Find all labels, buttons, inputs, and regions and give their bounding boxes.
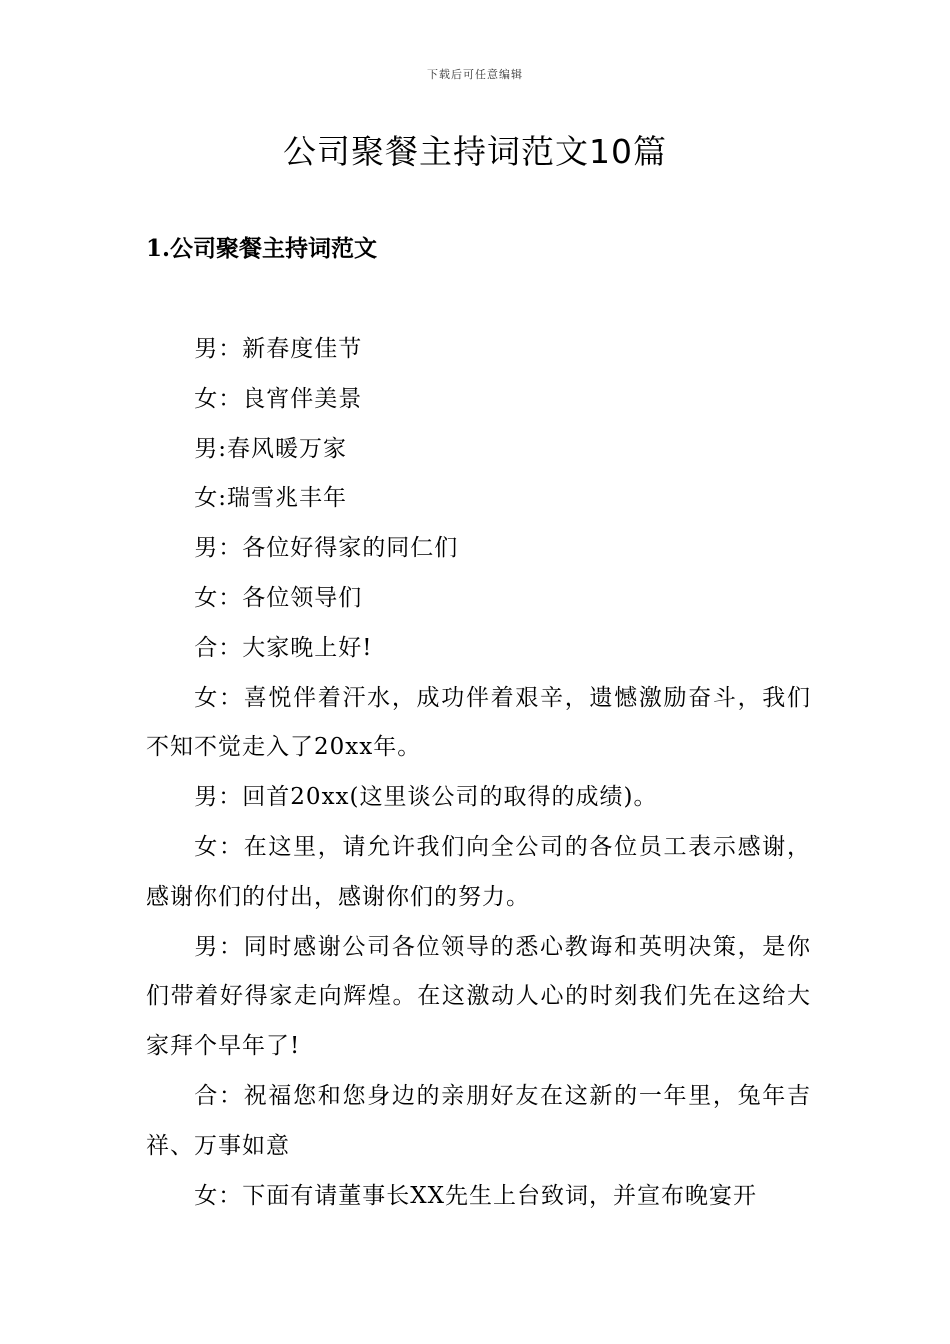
document-title: 公司聚餐主持词范文10篇 xyxy=(283,132,667,171)
paragraph: 合：大家晚上好! xyxy=(194,634,373,661)
paragraph: 女：良宵伴美景 xyxy=(194,385,363,412)
document-body xyxy=(146,325,811,1221)
paragraph: 男：新春度佳节 xyxy=(194,336,363,362)
paragraph: 男:春风暖万家 xyxy=(194,435,348,462)
paragraph: 男：同时感谢公司各位领导的悉心教诲和英明决策，是你们带着好得家走向辉煌。在这激动人心的时刻我们先在这给大家拜个早年了! xyxy=(146,933,811,1060)
paragraph: 女：在这里，请允许我们向全公司的各位员工表示感谢，感谢你们的付出，感谢你们的努力。 xyxy=(146,833,811,910)
paragraph: 女：喜悦伴着汗水，成功伴着艰辛，遗憾激励奋斗，我们不知不觉走入了20xx年。 xyxy=(146,684,811,761)
header-note: 下载后可任意编辑 xyxy=(427,68,523,81)
paragraph: 女：下面有请董事长XX先生上台致词，并宣布晚宴开 xyxy=(194,1182,758,1209)
paragraph: 男：回首20xx(这里谈公司的取得的成绩)。 xyxy=(194,784,658,811)
paragraph: 女:瑞雪兆丰年 xyxy=(194,485,348,512)
paragraph: 男：各位好得家的同仁们 xyxy=(194,535,459,562)
section-heading: 1.公司聚餐主持词范文 xyxy=(146,235,378,262)
paragraph: 女：各位领导们 xyxy=(194,584,363,611)
paragraph: 合：祝福您和您身边的亲朋好友在这新的一年里，兔年吉祥、万事如意 xyxy=(146,1082,811,1159)
